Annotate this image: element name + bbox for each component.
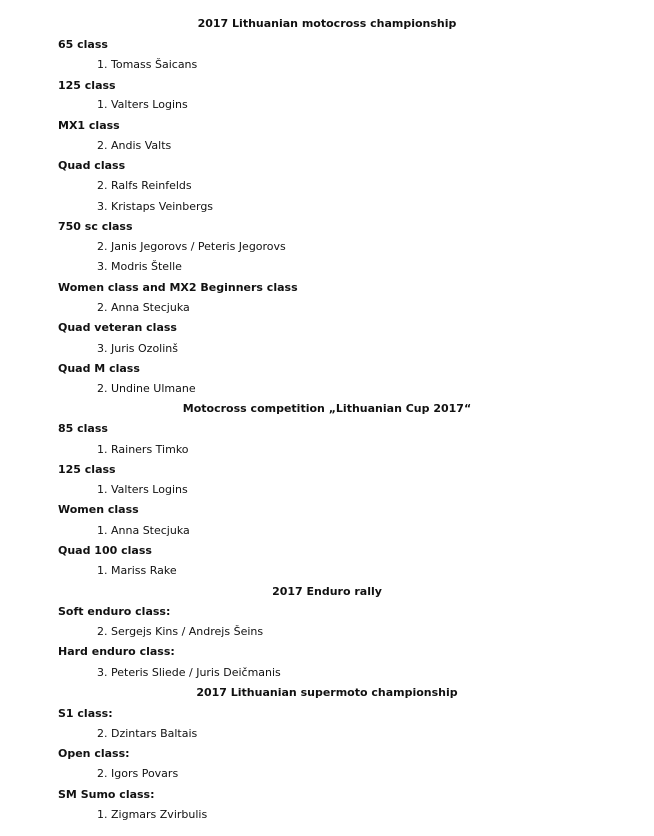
result-item: 1. Rainers Timko [97, 443, 189, 456]
result-item: 3. Juris Ozolinš [97, 342, 178, 355]
class-heading: S1 class: [58, 707, 113, 720]
result-item: 2. Anna Stecjuka [97, 301, 190, 314]
result-item: 3. Kristaps Veinbergs [97, 200, 214, 213]
class-heading: Soft enduro class: [58, 605, 171, 618]
result-item: 3. Modris Štelle [97, 260, 182, 273]
class-heading: Quad veteran class [58, 321, 177, 334]
class-heading: Hard enduro class: [58, 645, 175, 658]
class-heading: Quad M class [58, 362, 140, 375]
class-heading: 125 class [58, 79, 116, 92]
class-heading: 750 sc class [58, 220, 133, 233]
class-heading: Women class [58, 503, 139, 516]
result-item: 2. Undine Ulmane [97, 382, 196, 395]
result-item: 1. Mariss Rake [97, 564, 177, 577]
result-item: 3. Peteris Sliede / Juris Deičmanis [97, 666, 281, 679]
class-heading: SM Sumo class: [58, 788, 155, 801]
class-heading: 85 class [58, 422, 108, 435]
result-item: 2. Dzintars Baltais [97, 727, 198, 740]
class-heading: Women class and MX2 Beginners class [58, 281, 298, 294]
result-item: 1. Zigmars Zvirbulis [97, 808, 208, 821]
result-item: 1. Anna Stecjuka [97, 524, 190, 537]
result-item: 1. Valters Logins [97, 98, 188, 111]
section-title: 2017 Enduro rally [272, 585, 382, 598]
result-item: 2. Andis Valts [97, 139, 172, 152]
section-title: 2017 Lithuanian motocross championship [197, 17, 457, 30]
class-heading: Quad 100 class [58, 544, 152, 557]
class-heading: 125 class [58, 463, 116, 476]
section-title: 2017 Lithuanian supermoto championship [196, 686, 458, 699]
result-item: 2. Janis Jegorovs / Peteris Jegorovs [97, 240, 286, 253]
result-item: 2. Igors Povars [97, 767, 179, 780]
section-title: Motocross competition „Lithuanian Cup 2017“ [182, 402, 472, 415]
class-heading: MX1 class [58, 119, 120, 132]
class-heading: Quad class [58, 159, 126, 172]
result-item: 1. Tomass Šaicans [97, 58, 198, 71]
result-item: 2. Ralfs Reinfelds [97, 179, 192, 192]
result-item: 1. Valters Logins [97, 483, 188, 496]
result-item: 2. Sergejs Kins / Andrejs Šeins [97, 625, 264, 638]
class-heading: Open class: [58, 747, 130, 760]
class-heading: 65 class [58, 38, 108, 51]
